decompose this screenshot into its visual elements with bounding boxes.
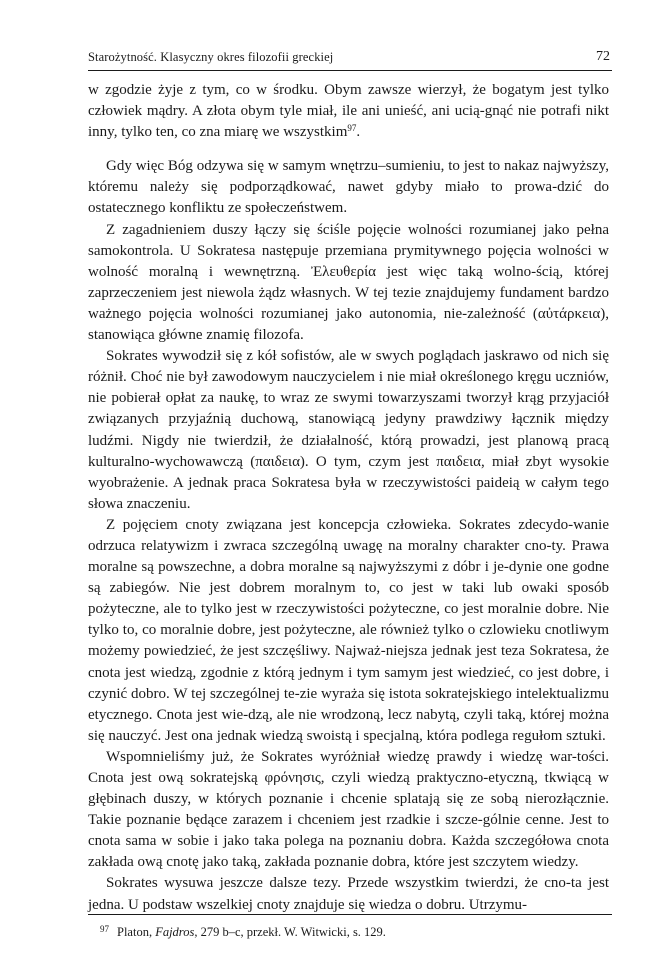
paragraph-1-text: w zgodzie żyje z tym, co w środku. Obym zawsze wierzył, że bogatym jest tylko człowiek mądry. A złota obym tyle miał, ile ani unieść, ani ucią-gnąć nie potrafi nikt inny, tylko ten, co zna miarę we wszystkim [88, 82, 609, 141]
paragraph-7: Sokrates wysuwa jeszcze dalsze tezy. Przede wszystkim twierdzi, że cno-ta jest jedna. U podstaw wszelkiej cnoty znajduje się wiedza o dobru. Utrzymu- [88, 875, 609, 913]
header-rule [88, 70, 612, 71]
paragraph-1-end: . [356, 124, 361, 141]
footnote-number: 97 [100, 924, 109, 934]
paragraph-2: Gdy więc Bóg odzywa się w samym wnętrzu–sumieniu, to jest to nakaz najwyższy, któremu należy się podporządkować, nawet gdyby miało to prowa-dzić do ostatecznego konfliktu ze społeczeństwem. [88, 158, 609, 217]
paragraph-4: Sokrates wywodził się z kół sofistów, ale w swych poglądach jaskrawo od nich się różnił. Choć nie był zawodowym nauczycielem i nie miał określonego kręgu uczniów, nie pobierał opłat za naukę, to wraz ze swymi towarzyszami tworzył krąg przyjaciół związanych przyjaźnią duchową, stanowiącą jedyny prawdziwy łącznik między ludźmi. Nigdy nie twierdził, że działalność, którą prowadzi, jest planową pracą kulturalno-wychowawczą (παιδεια). O tym, czym jest παιδεια, miał zbyt wysokie wyobrażenie. A jednak praca Sokratesa była w rzeczywistości paideią w całym tego słowa znaczeniu. [88, 348, 609, 512]
footnote-text-after: , 279 b–c, przekł. W. Witwicki, s. 129. [194, 925, 386, 939]
paragraph-1 [88, 80, 609, 143]
footnote-text-before: Platon, [117, 925, 156, 939]
paragraph-5: Z pojęciem cnoty związana jest koncepcja człowieka. Sokrates zdecydo-wanie odrzuca relatywizm i zwraca szczególną uwagę na moralny charakter cno-ty. Prawa moralne są powszechne, a dobra moralne są najwyższymi z dóbr i je-dynie one godne są zabiegów. Nie jest dobrem moralnym to, co jest w taki lub owaki sposób pożyteczne, ale to tylko jest w rzeczywistości pożyteczne, co jest moralnie dobre. Nie tylko to, co moralnie dobre, jest pożyteczne, ale również tylko o czlowieku cnotliwym możemy powiedzieć, że jest szczęśliwy. Najważ-niejsza jednak jest teza Sokratesa, że cnota jest wiedzą, zgodnie z którą jednym i tym samym jest wiedzieć, co jest dobre, i czynić dobro. W tej szczególnej te-zie wyraża się istota sokratejskiego intelektualizmu etycznego. Cnota jest wie-dzą, ale nie wrodzoną, lecz nabytą, czyli taką, której można się nauczyć. Jest ona jednak wiedzą swoistą i specjalną, która podlega regułom sztuki. [88, 516, 609, 744]
footnote-rule [88, 914, 612, 915]
running-head [88, 44, 612, 70]
footnote [100, 920, 610, 941]
footnote-work-title: Fajdros [155, 925, 195, 939]
paragraph-3: Z zagadnieniem duszy łączy się ściśle pojęcie wolności rozumianej jako pełna samokontrola. U Sokratesa następuje przemiana prymitywnego pojęcia wolności w wolność moralną i wewnętrzną. Ἐλευθερία jest więc taką wolno-ścią, której zaprzeczeniem jest niewola żądz własnych. W tej tezie znajdujemy fundament bardzo ważnego pojęcia wolności rozumianej jako autonomia, nie-zależność (αὐτάρκεια), stanowiąca główne znamię filozofa. [88, 221, 609, 344]
running-title: Starożytność. Klasyczny okres filozofii greckiej [88, 50, 334, 64]
page-number: 72 [596, 49, 610, 64]
main-text [88, 80, 609, 916]
footnote-reference: 97 [347, 123, 357, 134]
paragraph-6: Wspomnieliśmy już, że Sokrates wyróżniał wiedzę prawdy i wiedzę war-tości. Cnota jest ową sokratejską φρόνησις, czyli wiedzą praktyczno-etyczną, tkwiącą w głębinach duszy, w których poznanie i chcenie splatają się ze sobą nierozłącznie. Takie poznanie będące zarazem i chceniem jest rzadkie i szcze-gólnie cenne. Jest to cnota sama w sobie i jako taka polega na poznaniu dobra. Każda szczegółowa cnota zakłada ową cnotę jako taką, zakłada poznanie dobra, które jest szczytem wiedzy. [88, 748, 609, 871]
